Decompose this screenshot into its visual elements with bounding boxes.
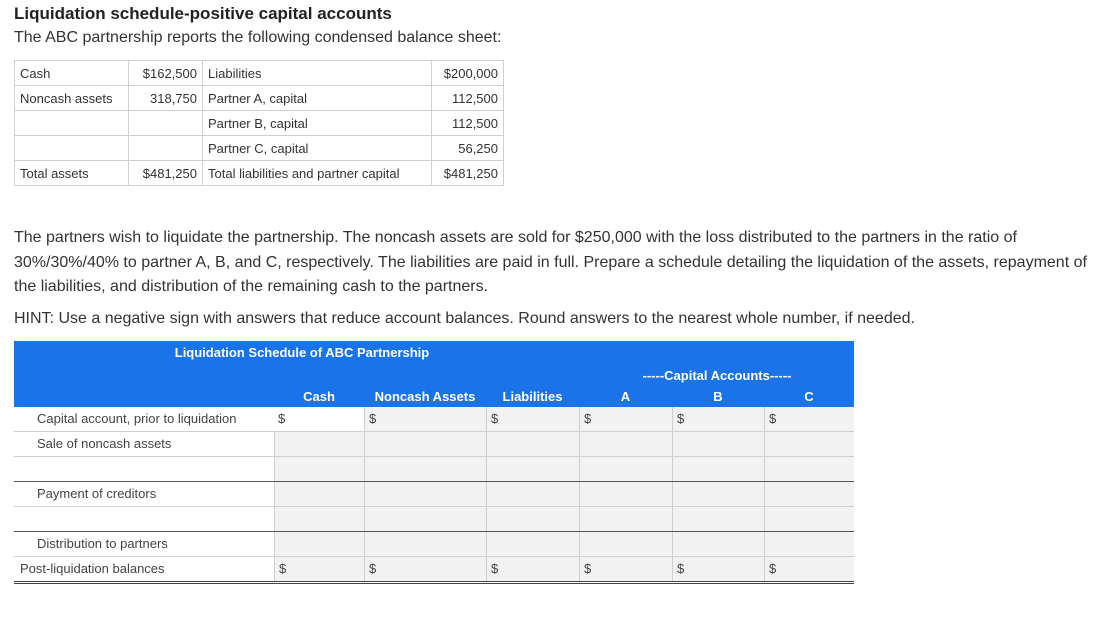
input-subtotal2-noncash[interactable] xyxy=(383,510,484,529)
b-cell xyxy=(672,482,764,506)
input-post-b[interactable] xyxy=(691,560,762,579)
table-row xyxy=(14,482,854,506)
a-cell xyxy=(579,532,672,556)
cash-cell xyxy=(274,482,364,506)
table-row xyxy=(15,161,504,186)
input-payment-cash[interactable] xyxy=(293,485,362,504)
input-sale-cash[interactable] xyxy=(293,435,362,454)
b-cell xyxy=(672,557,764,581)
double-underline-bottom xyxy=(14,583,854,584)
cash-cell xyxy=(274,532,364,556)
table-row xyxy=(14,407,854,431)
input-subtotal2-b[interactable] xyxy=(691,510,762,529)
currency-symbol: $ xyxy=(279,561,287,576)
table-cell: 56,250 xyxy=(432,136,504,161)
liabilities-cell xyxy=(486,532,579,556)
input-payment-noncash[interactable] xyxy=(383,485,484,504)
table-cell: Total liabilities and partner capital xyxy=(203,161,432,186)
table-cell: Liabilities xyxy=(203,61,432,86)
table-row xyxy=(15,61,504,86)
currency-symbol: $ xyxy=(369,411,377,426)
noncash-cell xyxy=(364,432,486,456)
a-cell xyxy=(579,457,672,481)
intro-text: The ABC partnership reports the following condensed balance sheet: xyxy=(14,29,502,46)
a-cell xyxy=(579,557,672,581)
input-distribution-c[interactable] xyxy=(783,535,852,554)
currency-symbol: $ xyxy=(584,561,592,576)
noncash-cell xyxy=(364,482,486,506)
input-sale-noncash[interactable] xyxy=(383,435,484,454)
input-payment-b[interactable] xyxy=(691,485,762,504)
cash-cell xyxy=(274,457,364,481)
noncash-cell xyxy=(364,532,486,556)
column-header-liabilities: Liabilities xyxy=(502,389,563,404)
c-cell xyxy=(764,532,854,556)
input-sale-b[interactable] xyxy=(691,435,762,454)
table-row xyxy=(15,86,504,111)
table-row xyxy=(14,457,854,481)
currency-symbol: $ xyxy=(677,561,685,576)
column-header-cash: Cash xyxy=(303,389,335,404)
input-post-a[interactable] xyxy=(598,560,670,579)
input-subtotal1-noncash[interactable] xyxy=(383,460,484,479)
noncash-cell xyxy=(364,557,486,581)
a-cell xyxy=(579,407,672,431)
input-capital-prior-noncash[interactable] xyxy=(383,410,484,429)
noncash-cell xyxy=(364,457,486,481)
cash-cell xyxy=(274,557,364,581)
table-cell: Noncash assets xyxy=(15,86,129,111)
currency-symbol: $ xyxy=(677,411,685,426)
table-cell: 112,500 xyxy=(432,86,504,111)
column-header-b: B xyxy=(713,389,723,404)
table-cell: Partner C, capital xyxy=(203,136,432,161)
c-cell xyxy=(764,432,854,456)
table-cell: $200,000 xyxy=(432,61,504,86)
input-post-noncash[interactable] xyxy=(383,560,484,579)
table-cell xyxy=(129,136,203,161)
table-cell: 318,750 xyxy=(129,86,203,111)
c-cell xyxy=(764,507,854,531)
liabilities-cell xyxy=(486,457,579,481)
row-label-sale: Sale of noncash assets xyxy=(37,436,172,451)
schedule-header xyxy=(14,341,854,407)
cash-cell xyxy=(274,507,364,531)
double-underline-top xyxy=(14,581,854,582)
currency-symbol: $ xyxy=(769,561,777,576)
a-cell xyxy=(579,482,672,506)
liabilities-cell xyxy=(486,482,579,506)
currency-symbol: $ xyxy=(584,411,592,426)
table-row xyxy=(15,111,504,136)
liquidation-schedule xyxy=(14,341,854,583)
noncash-cell xyxy=(364,407,486,431)
b-cell xyxy=(672,457,764,481)
input-payment-a[interactable] xyxy=(598,485,670,504)
c-cell xyxy=(764,407,854,431)
page-title: Liquidation schedule-positive capital accounts xyxy=(14,4,392,23)
table-cell: Partner B, capital xyxy=(203,111,432,136)
b-cell xyxy=(672,432,764,456)
hint-text: HINT: Use a negative sign with answers that reduce account balances. Round answers to the nearest whole number, if needed. xyxy=(14,310,915,327)
liabilities-cell xyxy=(486,557,579,581)
table-cell: $481,250 xyxy=(129,161,203,186)
table-row xyxy=(15,136,504,161)
input-subtotal1-b[interactable] xyxy=(691,460,762,479)
column-header-noncash: Noncash Assets xyxy=(374,389,476,404)
input-distribution-noncash[interactable] xyxy=(383,535,484,554)
input-capital-prior-a[interactable] xyxy=(598,410,670,429)
b-cell xyxy=(672,532,764,556)
input-distribution-b[interactable] xyxy=(691,535,762,554)
input-subtotal1-c[interactable] xyxy=(783,460,852,479)
table-cell xyxy=(129,111,203,136)
capital-accounts-title: -----Capital Accounts----- xyxy=(642,368,792,383)
c-cell xyxy=(764,457,854,481)
liabilities-cell xyxy=(486,407,579,431)
table-row xyxy=(14,532,854,556)
input-subtotal2-c[interactable] xyxy=(783,510,852,529)
column-header-a: A xyxy=(620,389,631,404)
currency-symbol: $ xyxy=(278,411,286,426)
problem-paragraph: The partners wish to liquidate the partnership. The noncash assets are sold for $250,000 with the loss distributed to the partners in the ratio of 30%/30%/40% to partner A, B, and C, respectively. The liabilities are paid in full. Prepare a schedule detailing the liquidation of the assets, repayment of the liabilities, and distribution of the remaining cash to the partners. xyxy=(14,229,1087,295)
input-distribution-liabilities[interactable] xyxy=(505,535,577,554)
input-subtotal1-a[interactable] xyxy=(598,460,670,479)
table-row xyxy=(14,507,854,531)
input-sale-a[interactable] xyxy=(598,435,670,454)
row-label-payment: Payment of creditors xyxy=(37,486,157,501)
table-row xyxy=(14,557,854,581)
currency-symbol: $ xyxy=(491,561,499,576)
row-label-distribution: Distribution to partners xyxy=(37,536,168,551)
currency-symbol: $ xyxy=(491,411,499,426)
b-cell xyxy=(672,507,764,531)
table-cell: $162,500 xyxy=(129,61,203,86)
input-payment-liabilities[interactable] xyxy=(505,485,577,504)
schedule-title: Liquidation Schedule of ABC Partnership xyxy=(174,345,430,360)
a-cell xyxy=(579,507,672,531)
a-cell xyxy=(579,432,672,456)
input-sale-liabilities[interactable] xyxy=(505,435,577,454)
c-cell xyxy=(764,557,854,581)
row-label-post: Post-liquidation balances xyxy=(20,561,165,576)
row-label-capital-prior: Capital account, prior to liquidation xyxy=(37,411,237,426)
liabilities-cell xyxy=(486,507,579,531)
input-distribution-a[interactable] xyxy=(598,535,670,554)
input-payment-c[interactable] xyxy=(783,485,852,504)
currency-symbol: $ xyxy=(369,561,377,576)
table-cell: Partner A, capital xyxy=(203,86,432,111)
noncash-cell xyxy=(364,507,486,531)
table-row xyxy=(14,432,854,456)
input-sale-c[interactable] xyxy=(783,435,852,454)
input-post-liabilities[interactable] xyxy=(505,560,577,579)
input-capital-prior-b[interactable] xyxy=(691,410,762,429)
input-capital-prior-liabilities[interactable] xyxy=(505,410,577,429)
input-subtotal2-cash[interactable] xyxy=(293,510,362,529)
table-cell xyxy=(15,111,129,136)
input-subtotal1-liabilities[interactable] xyxy=(505,460,577,479)
table-cell xyxy=(15,136,129,161)
table-cell: $481,250 xyxy=(432,161,504,186)
table-cell: 112,500 xyxy=(432,111,504,136)
column-header-c: C xyxy=(804,389,814,404)
input-subtotal2-a[interactable] xyxy=(598,510,670,529)
b-cell xyxy=(672,407,764,431)
table-cell: Cash xyxy=(15,61,129,86)
balance-sheet-table xyxy=(14,60,504,186)
input-post-c[interactable] xyxy=(783,560,852,579)
liabilities-cell xyxy=(486,432,579,456)
input-subtotal1-cash[interactable] xyxy=(293,460,362,479)
table-cell: Total assets xyxy=(15,161,129,186)
cash-cell xyxy=(274,432,364,456)
cash-cell xyxy=(274,407,364,431)
c-cell xyxy=(764,482,854,506)
input-post-cash[interactable] xyxy=(293,560,362,579)
input-capital-prior-c[interactable] xyxy=(783,410,852,429)
input-distribution-cash[interactable] xyxy=(293,535,362,554)
currency-symbol: $ xyxy=(769,411,777,426)
input-subtotal2-liabilities[interactable] xyxy=(505,510,577,529)
